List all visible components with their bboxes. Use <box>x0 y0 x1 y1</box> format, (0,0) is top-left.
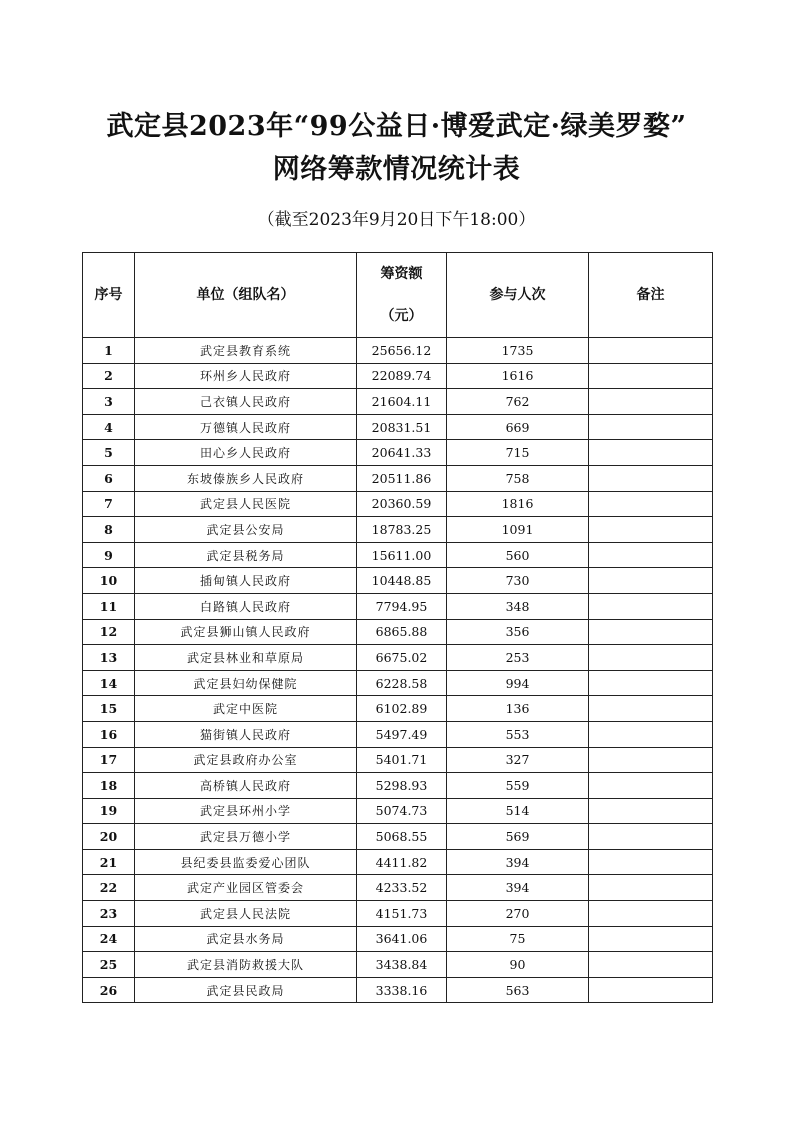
cell-index: 5 <box>83 440 135 466</box>
cell-remark <box>589 824 713 850</box>
cell-unit: 武定县林业和草原局 <box>135 645 357 671</box>
document-subtitle: （截至2023年9月20日下午18:00） <box>257 210 536 230</box>
cell-amount: 6675.02 <box>357 645 447 671</box>
cell-remark <box>589 901 713 927</box>
table-row <box>83 696 713 722</box>
cell-index: 26 <box>83 977 135 1003</box>
table-row <box>83 670 713 696</box>
cell-unit: 武定县环州小学 <box>135 798 357 824</box>
cell-participants: 394 <box>447 875 589 901</box>
table-row <box>83 465 713 491</box>
cell-unit: 武定县民政局 <box>135 977 357 1003</box>
cell-participants: 569 <box>447 824 589 850</box>
cell-index: 21 <box>83 849 135 875</box>
cell-remark <box>589 721 713 747</box>
cell-participants: 327 <box>447 747 589 773</box>
table-row <box>83 363 713 389</box>
cell-remark <box>589 773 713 799</box>
cell-participants: 90 <box>447 952 589 978</box>
cell-amount: 5497.49 <box>357 721 447 747</box>
header-unit: 单位（组队名） <box>135 253 357 338</box>
header-index: 序号 <box>83 253 135 338</box>
table-row <box>83 901 713 927</box>
cell-remark <box>589 542 713 568</box>
cell-participants: 730 <box>447 568 589 594</box>
cell-index: 9 <box>83 542 135 568</box>
document-title-line2: 网络筹款情况统计表 <box>272 154 521 185</box>
cell-index: 6 <box>83 465 135 491</box>
cell-participants: 563 <box>447 977 589 1003</box>
cell-unit: 高桥镇人民政府 <box>135 773 357 799</box>
cell-index: 14 <box>83 670 135 696</box>
cell-participants: 1735 <box>447 338 589 364</box>
cell-participants: 75 <box>447 926 589 952</box>
cell-remark <box>589 645 713 671</box>
table-row <box>83 721 713 747</box>
cell-index: 12 <box>83 619 135 645</box>
cell-amount: 5401.71 <box>357 747 447 773</box>
cell-amount: 22089.74 <box>357 363 447 389</box>
cell-unit: 武定产业园区管委会 <box>135 875 357 901</box>
cell-index: 20 <box>83 824 135 850</box>
table-row <box>83 619 713 645</box>
cell-participants: 253 <box>447 645 589 671</box>
cell-participants: 348 <box>447 593 589 619</box>
cell-remark <box>589 849 713 875</box>
cell-unit: 武定县公安局 <box>135 517 357 543</box>
cell-amount: 6102.89 <box>357 696 447 722</box>
cell-amount: 4411.82 <box>357 849 447 875</box>
cell-unit: 武定县人民法院 <box>135 901 357 927</box>
cell-index: 18 <box>83 773 135 799</box>
table-row <box>83 798 713 824</box>
cell-index: 2 <box>83 363 135 389</box>
cell-unit: 武定中医院 <box>135 696 357 722</box>
cell-unit: 县纪委县监委爱心团队 <box>135 849 357 875</box>
cell-amount: 20641.33 <box>357 440 447 466</box>
cell-unit: 插甸镇人民政府 <box>135 568 357 594</box>
cell-participants: 136 <box>447 696 589 722</box>
cell-index: 1 <box>83 338 135 364</box>
cell-remark <box>589 338 713 364</box>
table-row <box>83 849 713 875</box>
cell-participants: 1816 <box>447 491 589 517</box>
cell-amount: 6865.88 <box>357 619 447 645</box>
cell-amount: 3438.84 <box>357 952 447 978</box>
cell-unit: 武定县人民医院 <box>135 491 357 517</box>
cell-index: 11 <box>83 593 135 619</box>
cell-unit: 猫街镇人民政府 <box>135 721 357 747</box>
cell-unit: 田心乡人民政府 <box>135 440 357 466</box>
cell-participants: 270 <box>447 901 589 927</box>
cell-remark <box>589 363 713 389</box>
cell-remark <box>589 414 713 440</box>
cell-amount: 21604.11 <box>357 389 447 415</box>
cell-remark <box>589 517 713 543</box>
cell-participants: 559 <box>447 773 589 799</box>
cell-participants: 553 <box>447 721 589 747</box>
cell-index: 7 <box>83 491 135 517</box>
table-row <box>83 593 713 619</box>
table-row <box>83 542 713 568</box>
cell-participants: 762 <box>447 389 589 415</box>
table-header-row <box>83 253 713 338</box>
cell-participants: 514 <box>447 798 589 824</box>
cell-index: 17 <box>83 747 135 773</box>
cell-participants: 356 <box>447 619 589 645</box>
cell-unit: 武定县水务局 <box>135 926 357 952</box>
cell-unit: 武定县教育系统 <box>135 338 357 364</box>
cell-unit: 东坡傣族乡人民政府 <box>135 465 357 491</box>
cell-index: 15 <box>83 696 135 722</box>
table-row <box>83 517 713 543</box>
table-row <box>83 977 713 1003</box>
cell-amount: 5298.93 <box>357 773 447 799</box>
header-amount-label: 筹资额 <box>380 266 423 282</box>
cell-amount: 3338.16 <box>357 977 447 1003</box>
cell-remark <box>589 491 713 517</box>
table-row <box>83 773 713 799</box>
cell-amount: 15611.00 <box>357 542 447 568</box>
cell-index: 13 <box>83 645 135 671</box>
table-row <box>83 414 713 440</box>
cell-index: 22 <box>83 875 135 901</box>
cell-amount: 7794.95 <box>357 593 447 619</box>
cell-amount: 6228.58 <box>357 670 447 696</box>
cell-participants: 994 <box>447 670 589 696</box>
cell-participants: 715 <box>447 440 589 466</box>
cell-unit: 万德镇人民政府 <box>135 414 357 440</box>
cell-amount: 25656.12 <box>357 338 447 364</box>
table-row <box>83 926 713 952</box>
cell-remark <box>589 798 713 824</box>
cell-unit: 武定县消防救援大队 <box>135 952 357 978</box>
cell-participants: 1091 <box>447 517 589 543</box>
cell-unit: 环州乡人民政府 <box>135 363 357 389</box>
table-row <box>83 824 713 850</box>
cell-remark <box>589 926 713 952</box>
cell-amount: 4151.73 <box>357 901 447 927</box>
cell-remark <box>589 389 713 415</box>
table-row <box>83 952 713 978</box>
cell-remark <box>589 875 713 901</box>
cell-participants: 394 <box>447 849 589 875</box>
cell-remark <box>589 696 713 722</box>
cell-remark <box>589 440 713 466</box>
table-row <box>83 875 713 901</box>
table-row <box>83 645 713 671</box>
cell-remark <box>589 747 713 773</box>
cell-participants: 669 <box>447 414 589 440</box>
table-row <box>83 440 713 466</box>
cell-remark <box>589 952 713 978</box>
cell-amount: 4233.52 <box>357 875 447 901</box>
cell-index: 19 <box>83 798 135 824</box>
cell-amount: 10448.85 <box>357 568 447 594</box>
cell-amount: 20831.51 <box>357 414 447 440</box>
cell-amount: 20360.59 <box>357 491 447 517</box>
cell-unit: 武定县万德小学 <box>135 824 357 850</box>
cell-remark <box>589 670 713 696</box>
cell-index: 8 <box>83 517 135 543</box>
cell-participants: 1616 <box>447 363 589 389</box>
cell-index: 3 <box>83 389 135 415</box>
cell-index: 4 <box>83 414 135 440</box>
header-amount-unit: （元） <box>380 308 423 324</box>
table-row <box>83 338 713 364</box>
cell-unit: 武定县政府办公室 <box>135 747 357 773</box>
cell-remark <box>589 977 713 1003</box>
cell-index: 10 <box>83 568 135 594</box>
cell-unit: 武定县狮山镇人民政府 <box>135 619 357 645</box>
cell-remark <box>589 593 713 619</box>
cell-index: 23 <box>83 901 135 927</box>
table-row <box>83 568 713 594</box>
document-title-line1: 武定县2023年“99公益日·博爱武定·绿美罗婺” <box>106 111 687 142</box>
cell-index: 16 <box>83 721 135 747</box>
header-participants: 参与人次 <box>447 253 589 338</box>
cell-unit: 武定县税务局 <box>135 542 357 568</box>
cell-participants: 560 <box>447 542 589 568</box>
cell-participants: 758 <box>447 465 589 491</box>
table-row <box>83 491 713 517</box>
cell-amount: 18783.25 <box>357 517 447 543</box>
cell-unit: 己衣镇人民政府 <box>135 389 357 415</box>
fundraising-table <box>82 252 713 1003</box>
table-row <box>83 747 713 773</box>
header-amount <box>357 253 447 338</box>
cell-index: 25 <box>83 952 135 978</box>
cell-amount: 20511.86 <box>357 465 447 491</box>
cell-remark <box>589 619 713 645</box>
cell-unit: 武定县妇幼保健院 <box>135 670 357 696</box>
cell-remark <box>589 465 713 491</box>
cell-amount: 5068.55 <box>357 824 447 850</box>
cell-unit: 白路镇人民政府 <box>135 593 357 619</box>
cell-remark <box>589 568 713 594</box>
cell-index: 24 <box>83 926 135 952</box>
header-remark: 备注 <box>589 253 713 338</box>
table-row <box>83 389 713 415</box>
cell-amount: 3641.06 <box>357 926 447 952</box>
cell-amount: 5074.73 <box>357 798 447 824</box>
